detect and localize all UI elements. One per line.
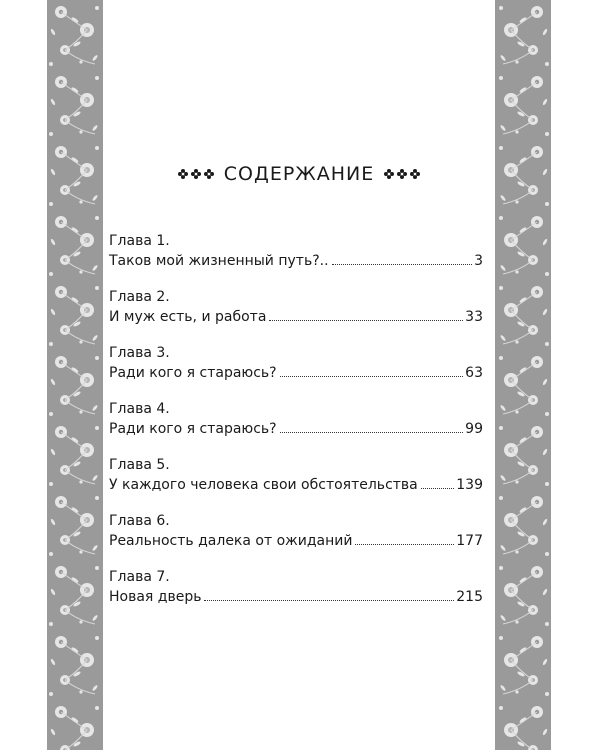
flower-icon xyxy=(384,169,394,179)
dot-leader xyxy=(280,432,464,433)
ornament-left xyxy=(178,169,214,179)
toc-line xyxy=(109,419,483,439)
dot-leader xyxy=(332,264,473,265)
chapter-number: Глава 7. xyxy=(109,569,170,585)
chapter-title: У каждого человека свои обстоятельства xyxy=(109,477,418,493)
dot-leader xyxy=(355,544,454,545)
dot-leader xyxy=(421,488,455,489)
page-number: 139 xyxy=(456,477,483,493)
chapter-number: Глава 4. xyxy=(109,401,170,417)
chapter-title: Ради кого я стараюсь? xyxy=(109,421,277,437)
dot-leader xyxy=(204,600,454,601)
dot-leader xyxy=(269,320,463,321)
toc-entry[interactable] xyxy=(109,567,483,607)
chapter-number: Глава 3. xyxy=(109,345,170,361)
page-number: 215 xyxy=(456,589,483,605)
toc-entry[interactable] xyxy=(109,231,483,271)
chapter-number: Глава 2. xyxy=(109,289,170,305)
dot-leader xyxy=(280,376,464,377)
toc-line xyxy=(109,363,483,383)
toc-line xyxy=(109,587,483,607)
contents-page xyxy=(103,0,495,750)
chapter-title: И муж есть, и работа xyxy=(109,309,267,325)
chapter-number: Глава 6. xyxy=(109,513,170,529)
toc-entry[interactable] xyxy=(109,511,483,551)
page-number: 3 xyxy=(474,253,483,269)
page-number: 63 xyxy=(465,365,483,381)
page-number: 33 xyxy=(465,309,483,325)
toc-line xyxy=(109,251,483,271)
floral-pattern-icon xyxy=(47,0,103,750)
ornament-right xyxy=(384,169,420,179)
toc-entry[interactable] xyxy=(109,399,483,439)
flower-icon xyxy=(397,169,407,179)
chapter-title: Реальность далека от ожиданий xyxy=(109,533,353,549)
flower-icon xyxy=(191,169,201,179)
toc-line xyxy=(109,307,483,327)
chapter-number: Глава 5. xyxy=(109,457,170,473)
chapter-title: Таков мой жизненный путь?.. xyxy=(109,253,329,269)
toc-entry[interactable] xyxy=(109,455,483,495)
toc-line xyxy=(109,531,483,551)
page-number: 99 xyxy=(465,421,483,437)
chapter-title: Новая дверь xyxy=(109,589,202,605)
chapter-number: Глава 1. xyxy=(109,233,170,249)
floral-border-left xyxy=(47,0,103,750)
flower-icon xyxy=(178,169,188,179)
floral-border-right xyxy=(495,0,551,750)
page-title: СОДЕРЖАНИЕ xyxy=(223,163,375,185)
heading-row xyxy=(103,163,495,185)
toc-entry[interactable] xyxy=(109,343,483,383)
chapter-title: Ради кого я стараюсь? xyxy=(109,365,277,381)
floral-pattern-icon xyxy=(495,0,551,750)
toc-line xyxy=(109,475,483,495)
flower-icon xyxy=(204,169,214,179)
table-of-contents xyxy=(109,231,483,623)
toc-entry[interactable] xyxy=(109,287,483,327)
page-number: 177 xyxy=(456,533,483,549)
flower-icon xyxy=(410,169,420,179)
